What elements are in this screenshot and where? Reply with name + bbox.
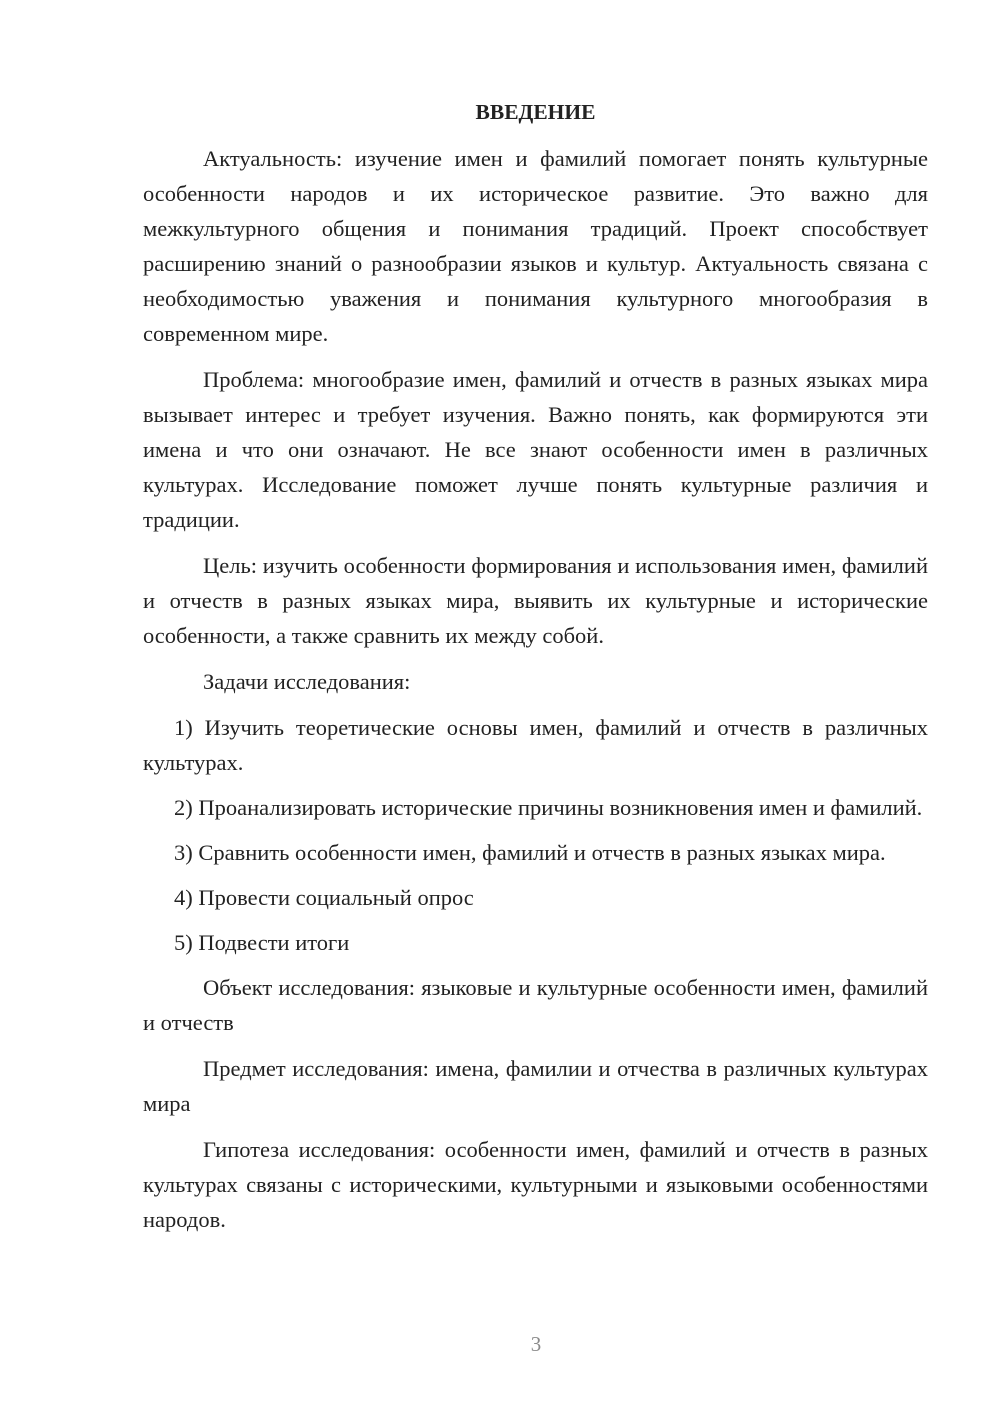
task-item: 3) Сравнить особенности имен, фамилий и отчеств в разных языках мира.: [174, 840, 886, 865]
task-item: 4) Провести социальный опрос: [174, 885, 474, 910]
problem-paragraph: Проблема: многообразие имен, фамилий и отчеств в разных языках мира вызывает интерес и требует изучения. Важно понять, как формируются эти имена и что они означают. Не все знают особенности имен в различных культурах. Исследование поможет лучше понять культурные различия и традиции.: [143, 367, 928, 532]
subject-paragraph: Предмет исследования: имена, фамилии и отчества в различных культурах мира: [143, 1056, 928, 1116]
page-content: [143, 95, 928, 1248]
task-item: 5) Подвести итоги: [174, 930, 350, 955]
hypothesis-paragraph: Гипотеза исследования: особенности имен, фамилий и отчеств в разных культурах связаны с историческими, культурными и языковыми особенностями народов.: [143, 1137, 928, 1232]
goal-paragraph: Цель: изучить особенности формирования и использования имен, фамилий и отчеств в разных языках мира, выявить их культурные и исторические особенности, а также сравнить их между собой.: [143, 553, 928, 648]
object-paragraph: Объект исследования: языковые и культурные особенности имен, фамилий и отчеств: [143, 975, 928, 1035]
tasks-heading: Задачи исследования:: [203, 669, 411, 694]
task-item: 2) Проанализировать исторические причины возникновения имен и фамилий.: [174, 795, 923, 820]
page-number: 3: [530, 1332, 542, 1356]
relevance-paragraph: Актуальность: изучение имен и фамилий помогает понять культурные особенности народов и их историческое развитие. Это важно для межкультурного общения и понимания традиций. Проект способствует расширению знаний о разнообразии языков и культур. Актуальность связана с необходимостью уважения и понимания культурного многообразия в современном мире.: [143, 146, 928, 346]
task-item: 1) Изучить теоретические основы имен, фамилий и отчеств в различных культурах.: [143, 715, 928, 775]
section-title: ВВЕДЕНИЕ: [475, 100, 596, 124]
